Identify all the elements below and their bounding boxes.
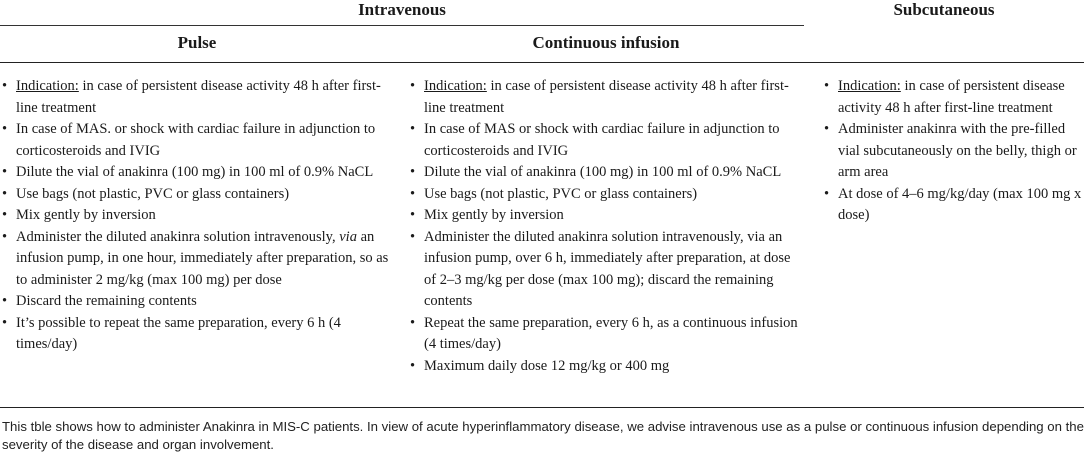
list-item: • In case of MAS. or shock with cardiac failure in adjunction to corticosteroids and IVIG xyxy=(2,119,394,162)
indication-label: Indication: xyxy=(16,78,79,94)
list-item: • Mix gently by inversion xyxy=(2,205,394,227)
header-pulse: Pulse xyxy=(177,33,217,52)
subcutaneous-list xyxy=(824,76,1082,227)
list-item: • Dilute the vial of anakinra (100 mg) in 100 ml of 0.9% NaCL xyxy=(2,162,394,184)
pulse-list xyxy=(2,76,394,356)
list-item: • Repeat the same preparation, every 6 h, as a continuous infusion (4 times/day) xyxy=(410,313,804,356)
header-intravenous: Intravenous xyxy=(358,0,446,19)
list-item: • In case of MAS or shock with cardiac failure in adjunction to corticosteroids and IVIG xyxy=(410,119,804,162)
list-item: • Maximum daily dose 12 mg/kg or 400 mg xyxy=(410,356,804,378)
list-item: • Administer the diluted anakinra solution intravenously, via an infusion pump, over 6 h, immediately after preparation, at dose of 2–3 mg/kg per dose (max 100 mg); discard the remaining contents xyxy=(410,227,804,313)
list-item: • Indication: in case of persistent disease activity 48 h after first-line treatment xyxy=(2,76,394,119)
emphasis-via: via xyxy=(339,228,357,245)
list-item: • Administer the diluted anakinra solution intravenously, via an infusion pump, in one hour, immediately after preparation, so as to administer 2 mg/kg (max 100 mg) per dose xyxy=(2,227,394,292)
list-item: • Use bags (not plastic, PVC or glass containers) xyxy=(2,184,394,206)
header-subcutaneous: Subcutaneous xyxy=(893,0,995,19)
list-item: • Indication: in case of persistent disease activity 48 h after first-line treatment xyxy=(824,76,1082,119)
list-item: • Administer anakinra with the pre-filled vial subcutaneously on the belly, thigh or arm area xyxy=(824,119,1082,184)
list-item: • Use bags (not plastic, PVC or glass containers) xyxy=(410,184,804,206)
table-caption: This tble shows how to administer Anakinra in MIS-C patients. In view of acute hyperinflammatory disease, we advise intravenous use as a pulse or continuous infusion depending on the severity of the disease and organ involvement. xyxy=(2,419,1084,452)
list-item: • It’s possible to repeat the same preparation, every 6 h (4 times/day) xyxy=(2,313,394,356)
list-item: • Discard the remaining contents xyxy=(2,291,394,313)
header-bottom-rule xyxy=(0,62,1084,63)
list-item: • Mix gently by inversion xyxy=(410,205,804,227)
list-item: • At dose of 4–6 mg/kg/day (max 100 mg x dose) xyxy=(824,184,1082,227)
indication-label: Indication: xyxy=(838,78,901,94)
header-continuous-infusion: Continuous infusion xyxy=(532,33,680,52)
table-bottom-rule xyxy=(0,407,1084,408)
intravenous-divider xyxy=(0,25,804,26)
continuous-list xyxy=(410,76,804,377)
indication-label: Indication: xyxy=(424,78,487,94)
list-item: • Indication: in case of persistent disease activity 48 h after first-line treatment xyxy=(410,76,804,119)
list-item: • Dilute the vial of anakinra (100 mg) in 100 ml of 0.9% NaCL xyxy=(410,162,804,184)
